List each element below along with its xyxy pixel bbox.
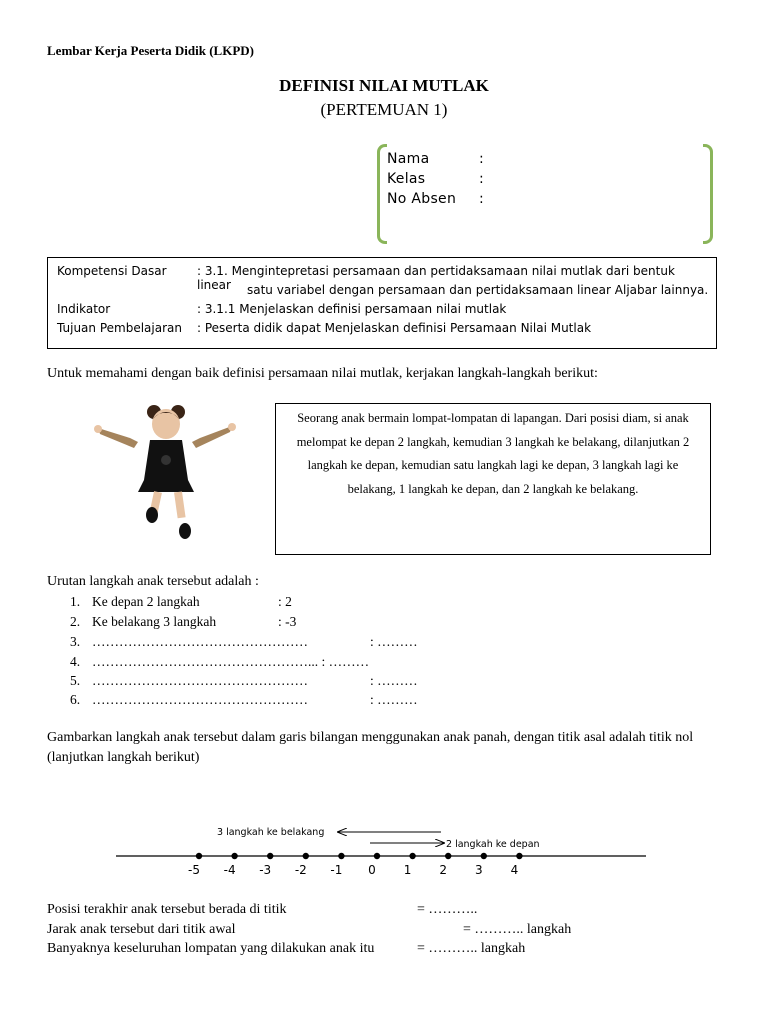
student-identity-box [377,144,713,245]
right-bracket-decoration [703,144,713,244]
competency-value: : Peserta didik dapat Menjelaskan definisi Persamaan Nilai Mutlak [197,321,592,335]
step-value-blank[interactable]: : ……… [370,634,418,649]
question-answer-blank[interactable]: = ……….. langkah [463,922,572,937]
competency-value-continued: satu variabel dengan persamaan dan pertidaksamaan linear Aljabar lainnya. [247,283,709,297]
number-line-tick-label: -2 [294,863,307,877]
identity-row-absen[interactable] [387,191,484,207]
number-line-tick-label: 3 [474,863,483,877]
jumping-child-icon [90,400,240,550]
step-number: 2. [70,614,81,629]
question-text: Posisi terakhir anak tersebut berada di titik [47,902,287,917]
number-line-tick-label: 1 [403,863,412,877]
identity-colon: : [479,191,485,207]
step-text: Ke belakang 3 langkah [92,614,217,629]
step-text-blank[interactable]: ………………………………………… [92,634,308,649]
number-line-point[interactable] [267,853,273,859]
competency-key: Tujuan Pembelajaran [57,321,182,335]
number-line-tick-label: -3 [259,863,272,877]
arrow-back-label: 3 langkah ke belakang [217,827,325,838]
identity-row-class[interactable] [387,171,484,187]
step-text-blank[interactable]: …………………………………………... : ……… [92,654,370,669]
number-line-tick-label: -4 [223,863,236,877]
step-number: 3. [70,634,81,649]
question-row [47,922,572,938]
identity-colon: : [479,171,485,187]
arrow-forward-label: 2 langkah ke depan [446,839,540,850]
intro-text: Untuk memahami dengan baik definisi persamaan nilai mutlak, kerjakan langkah-langkah berikut: [47,366,598,381]
competency-table [47,257,717,349]
number-line-point[interactable] [409,853,415,859]
number-line-tick-label: 0 [368,863,376,877]
number-line-tick-label: 2 [439,863,448,877]
step-value: : 2 [278,594,292,609]
identity-label: Nama [387,151,430,167]
competency-value: : 3.1. Mengintepretasi persamaan dan pertidaksamaan nilai mutlak dari bentuk linear [197,264,675,292]
step-value: : -3 [278,614,297,629]
number-line-tick-label: -1 [330,863,343,877]
document-title: DEFINISI NILAI MUTLAK [279,76,489,95]
identity-row-name[interactable] [387,151,484,167]
steps-heading: Urutan langkah anak tersebut adalah : [47,574,259,589]
number-line-point[interactable] [338,853,344,859]
number-line-point[interactable] [516,853,522,859]
question-row [47,941,526,957]
document-subtitle: (PERTEMUAN 1) [320,100,448,119]
identity-colon: : [479,151,485,167]
story-box [275,403,711,555]
left-bracket-decoration [377,144,387,244]
number-line-point[interactable] [303,853,309,859]
step-text: Ke depan 2 langkah [92,594,200,609]
question-text: Jarak anak tersebut dari titik awal [47,922,236,937]
question-text: Banyaknya keseluruhan lompatan yang dilakukan anak itu [47,941,375,956]
competency-value: : 3.1.1 Menjelaskan definisi persamaan nilai mutlak [197,302,507,316]
step-value-blank[interactable]: : ……… [370,692,418,707]
story-text: Seorang anak bermain lompat-lompatan di lapangan. Dari posisi diam, si anak melompat ke depan 2 langkah, kemudian 3 langkah ke belakang, dilanjutkan 2 langkah ke depan, kemudian satu langkah lagi ke depan, 3 langkah lagi ke belakang, 1 langkah ke depan, dan 2 langkah ke belakang. [296,411,690,496]
step-number: 4. [70,654,81,669]
step-number: 5. [70,673,81,688]
number-line-point[interactable] [196,853,202,859]
step-value-blank[interactable]: : ……… [370,673,418,688]
number-line-point[interactable] [445,853,451,859]
competency-key: Indikator [57,302,111,316]
step-number: 1. [70,594,81,609]
number-line-tick-label: 4 [510,863,519,877]
step-number: 6. [70,692,81,707]
step-text-blank[interactable]: ………………………………………… [92,673,308,688]
step-text-blank[interactable]: ………………………………………… [92,692,308,707]
instruction-text: Gambarkan langkah anak tersebut dalam garis bilangan menggunakan anak panah, dengan titik asal adalah titik nol (lanjutkan langkah berikut) [47,730,694,765]
identity-label: No Absen [387,191,457,207]
question-row [47,902,478,918]
number-line-tick-label: -5 [188,863,200,877]
question-answer-blank[interactable]: = ……….. [417,902,478,917]
lkpd-header-label: Lembar Kerja Peserta Didik (LKPD) [47,43,254,58]
question-answer-blank[interactable]: = ……….. langkah [417,941,526,956]
number-line-point[interactable] [481,853,487,859]
identity-label: Kelas [387,171,426,187]
competency-key: Kompetensi Dasar [57,264,167,278]
number-line-point[interactable] [231,853,237,859]
number-line-point[interactable] [374,853,380,859]
number-line[interactable] [0,820,768,890]
